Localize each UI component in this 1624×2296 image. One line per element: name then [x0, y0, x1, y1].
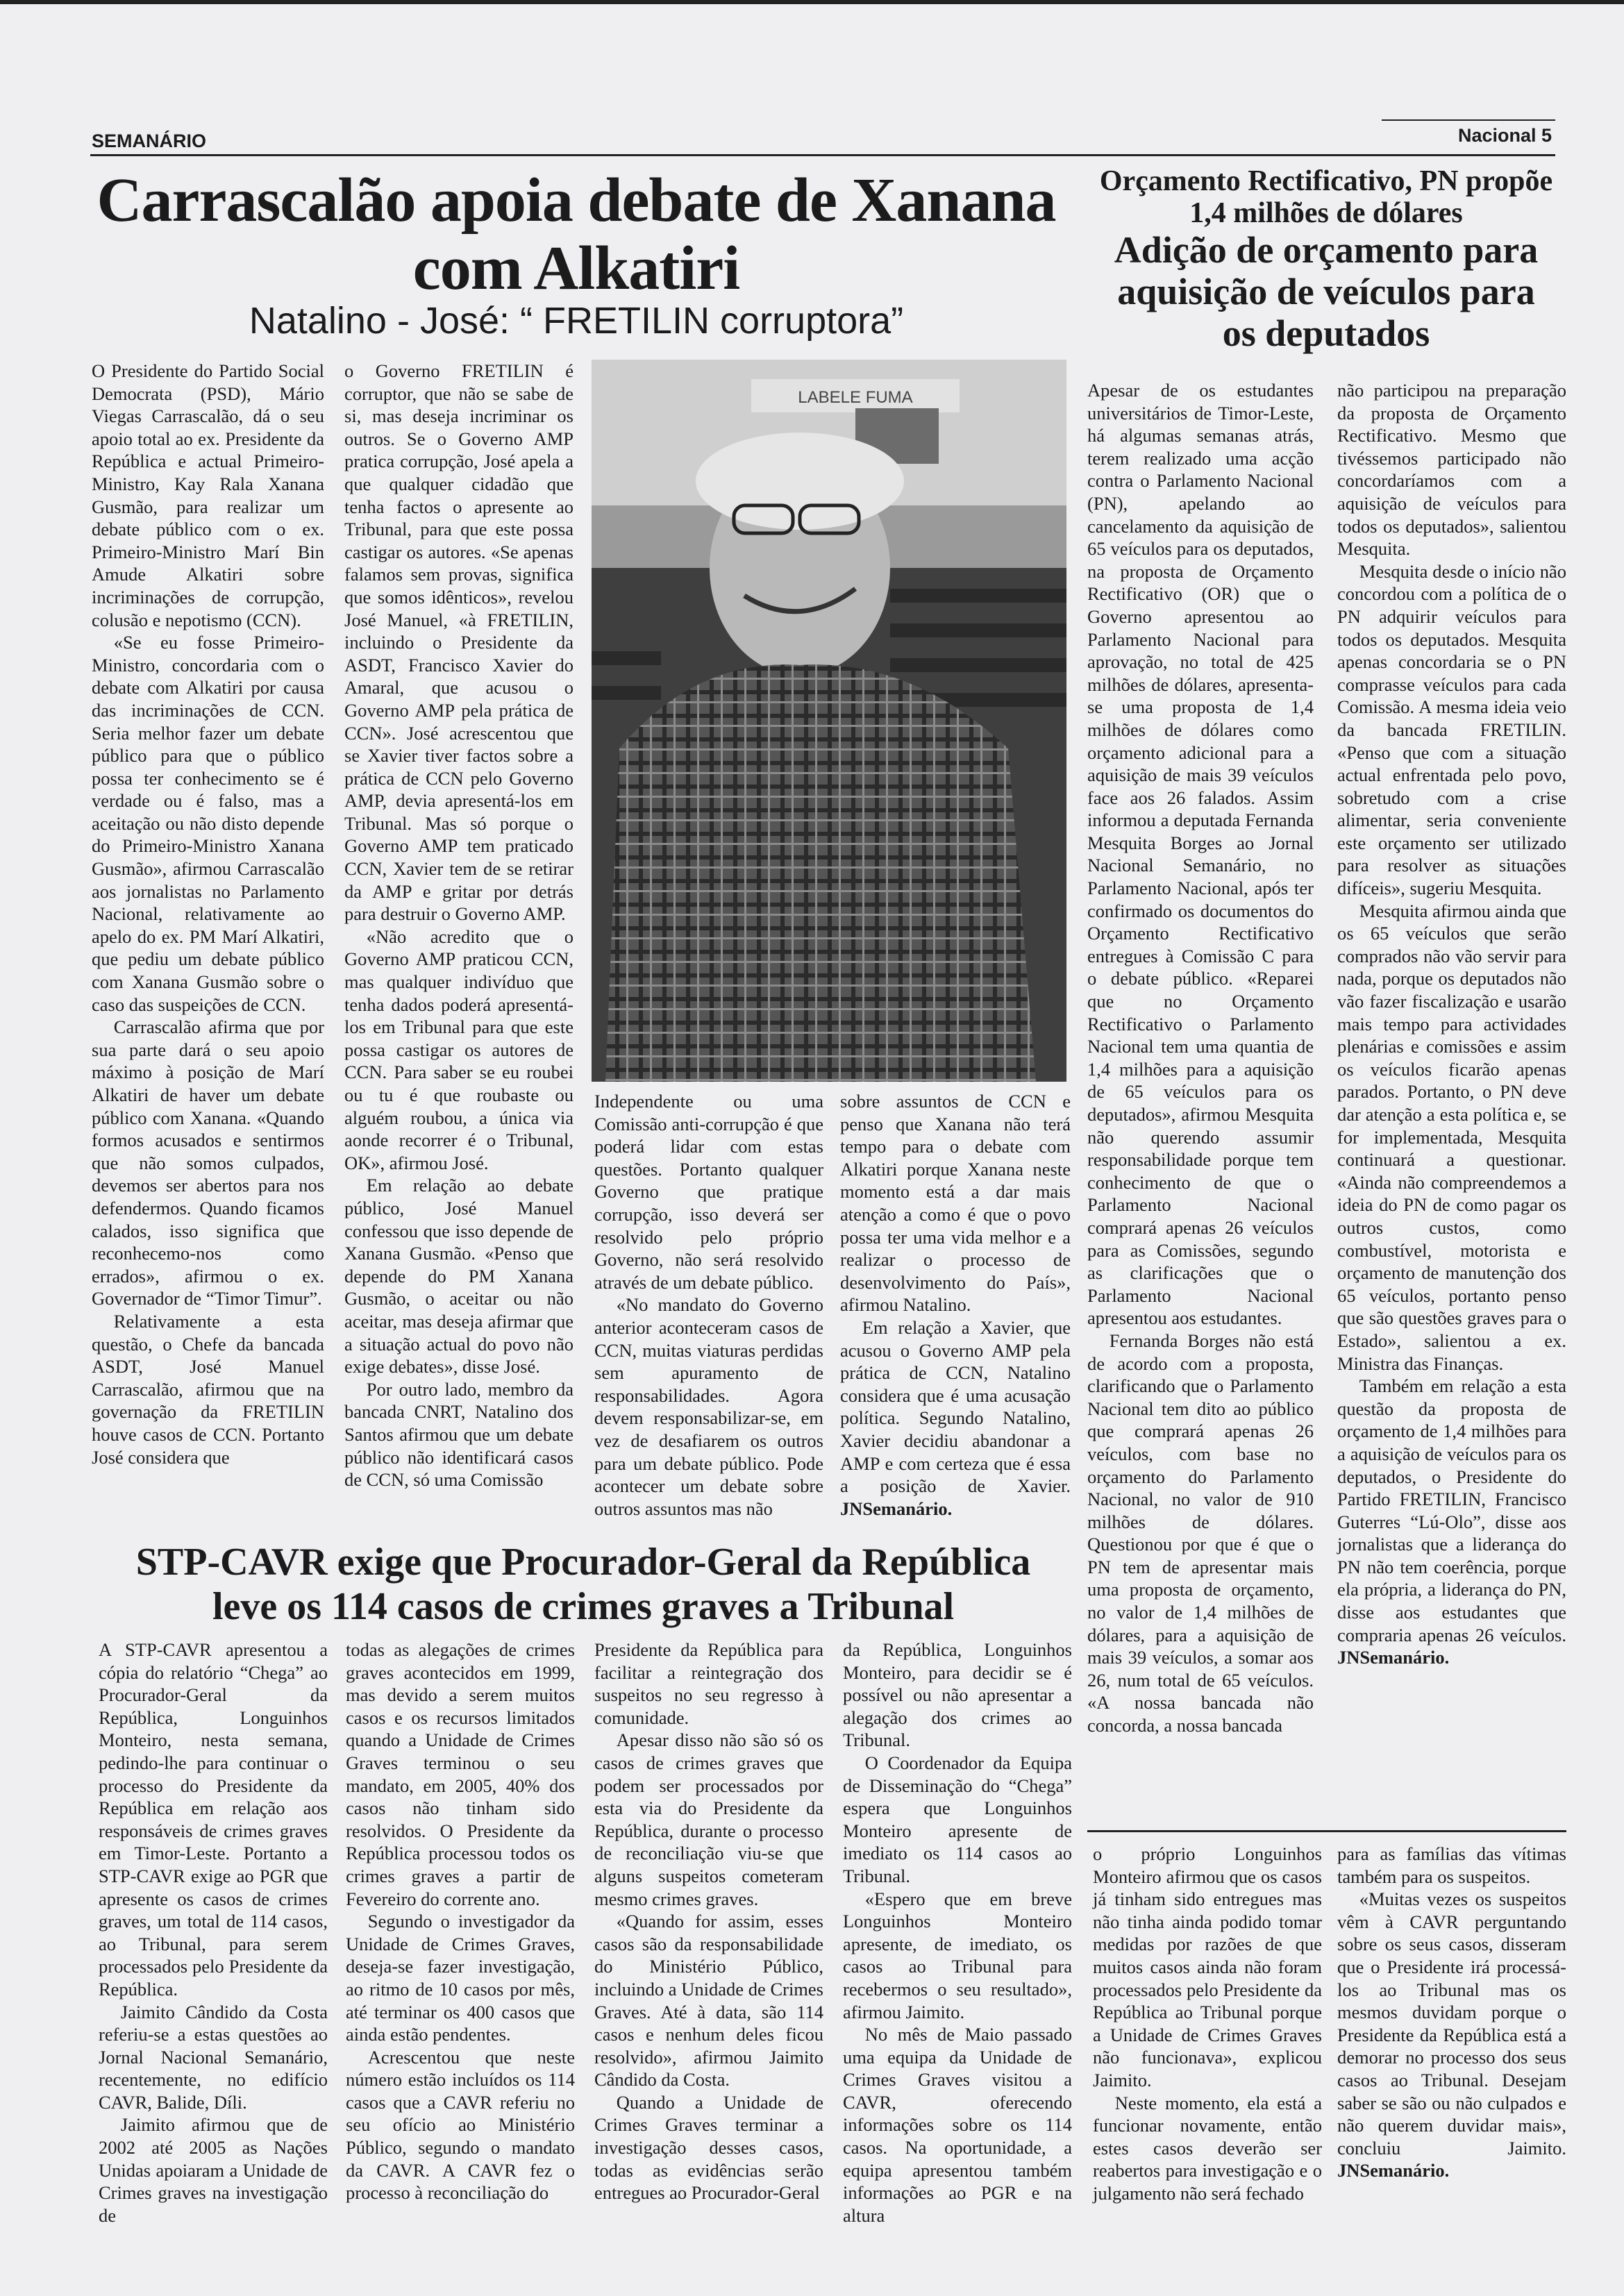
- article2-end-rule: [1087, 1830, 1566, 1832]
- paragraph: Também em relação a esta questão da proposta de orçamento de 1,4 milhões para a aquisição de veículos para os deputados, o Presidente do Partido FRETILIN, Francisco Guterres “Lú-Olo”, disse aos jornalistas que a liderança do PN não tem coerência, porque ela própria, a liderança do PN, disse aos estudantes que compraria apenas 26 veículos. JNSemanário.: [1337, 1375, 1566, 1668]
- article3-col5: [1093, 1843, 1322, 2205]
- paragraph: Jaimito Cândido da Costa referiu-se a estas questões ao Jornal Nacional Semanário, recentemente, no edifício CAVR, Balide, Díli.: [99, 2001, 328, 2113]
- article1-col2: [344, 360, 574, 1491]
- paragraph: Mesquita desde o início não concordou com a política de o PN adquirir veículos para todos os deputados. Mesquita apenas concordaria se o PN comprasse veículos para cada Comissão. A mesma ideia veio da bancada FRETILIN. «Penso que com a situação actual enfrentada pelo povo, sobretudo com a crise alimentar, seria conveniente este orçamento ser utilizado para resolver as situações difíceis», sugeriu Mesquita.: [1337, 560, 1566, 899]
- paper-name: SEMANÁRIO: [92, 131, 207, 151]
- article3-col1: [99, 1639, 328, 2227]
- paragraph: Neste momento, ela está a funcionar novamente, então estes casos deverão ser reabertos para investigação e o julgamento não será fechado: [1093, 2092, 1322, 2204]
- paragraph: Mesquita afirmou ainda que os 65 veículos que serão comprados não vão servir para nada, porque os deputados não vão fazer fiscalização e usarão mais tempo para actividades plenárias e comissões e assim os veículos ficarão apenas parados. Portanto, o PN deve dar atenção a esta política e, se for implementada, Mesquita continuará a questionar. «Ainda não compreendemos a ideia do PN de como pagar os outros custos, como combustível, motorista e orçamento de manutenção dos 65 veículos, portanto penso que são questões graves para o Estado», salientou a ex. Ministra das Finanças.: [1337, 900, 1566, 1374]
- paragraph: «Espero que em breve Longuinhos Monteiro apresente, de imediato, os casos ao Tribunal para recebermos o seu resultado», afirmou Jaimito.: [843, 1888, 1072, 2022]
- article3-col4: [843, 1639, 1072, 2227]
- article1-col3: [594, 1090, 823, 1520]
- paragraph: para as famílias das vítimas também para os suspeitos.: [1337, 1843, 1566, 1887]
- paragraph: Relativamente a esta questão, o Chefe da bancada ASDT, José Manuel Carrascalão, afirmou que na governação da FRETILIN houve casos de CCN. Portanto José considera que: [92, 1310, 324, 1468]
- paragraph: O Presidente do Partido Social Democrata (PSD), Mário Viegas Carrascalão, dá o seu apoio total ao ex. Presidente da República e actual Primeiro-Ministro, Kay Rala Xanana Gusmão, para realizar um debate público com o ex. Primeiro-Ministro Marí Bin Amude Alkatiri sobre incriminações de corrupção, colusão e nepotismo (CCN).: [92, 360, 324, 630]
- paragraph: Por outro lado, membro da bancada CNRT, Natalino dos Santos afirmou que um debate público não identificará casos de CCN, só uma Comissão: [344, 1378, 574, 1491]
- paragraph: «Se eu fosse Primeiro-Ministro, concordaria com o debate com Alkatiri por causa das incriminações de CCN. Seria melhor fazer um debate público para que o público possa ter conhecimento se é verdade ou é falso, mas a aceitação ou não disto depende do Primeiro-Ministro Xanana Gusmão», afirmou Carrascalão aos jornalistas no Parlamento Nacional, relativamente ao apelo do ex. PM Marí Alkatiri, que pediu um debate público com Xanana Gusmão sobre o caso das suspeições de CCN.: [92, 632, 324, 1015]
- paragraph: Segundo o investigador da Unidade de Crimes Graves, deseja-se fazer investigação, ao ritmo de 10 casos por mês, até terminar os 400 casos que ainda estão pendentes.: [346, 1911, 575, 2045]
- section-rule: [1382, 119, 1555, 121]
- paragraph: Acrescentou que neste número estão incluídos os 114 casos que a CAVR referiu no seu ofício ao Ministério Público, segundo o mandato da CAVR. A CAVR fez o processo à reconciliação do: [346, 2046, 575, 2204]
- paragraph: Apesar de os estudantes universitários de Timor-Leste, há algumas semanas atrás, terem realizado uma acção contra o Parlamento Nacional (PN), apelando ao cancelamento da aquisição de 65 veículos para os deputados, na proposta de Orçamento Rectificativo (OR) que o Governo apresentou ao Parlamento Nacional para aprovação, no total de 425 milhões de dólares, apresenta-se uma proposta de 1,4 milhões de dólares como orçamento adicional para a aquisição de mais 39 veículos face aos 26 falados. Assim informou a deputada Fernanda Mesquita Borges ao Jornal Nacional Semanário, no Parlamento Nacional, após ter confirmado os documentos do Orçamento Rectificativo entregues à Comissão C para o debate público. «Reparei que no Orçamento Rectificativo o Parlamento Nacional tem uma quantia de 1,4 milhões para a aquisição de 65 veículos para os deputados», afirmou Mesquita não querendo assumir responsabilidade porque tem conhecimento de que o Parlamento Nacional comprará apenas 26 veículos para as Comissões, segundo as clarificações que o Parlamento Nacional apresentou aos estudantes.: [1087, 380, 1314, 1329]
- paragraph: Jaimito afirmou que de 2002 até 2005 as Nações Unidas apoiaram a Unidade de Crimes graves na investigação de: [99, 2114, 328, 2226]
- paragraph: não participou na preparação da proposta de Orçamento Rectificativo. Mesmo que tivéssemos participado não concordaríamos com a aquisição de veículos para todos os deputados», salientou Mesquita.: [1337, 380, 1566, 560]
- byline-signature: JNSemanário.: [1337, 2160, 1450, 2181]
- paragraph: da República, Longuinhos Monteiro, para decidir se é possível ou não apresentar a alegação dos crimes ao Tribunal.: [843, 1639, 1072, 1751]
- paragraph: «Não acredito que o Governo AMP praticou CCN, mas qualquer indivíduo que tenha dados poderá apresentá-los em Tribunal para que este possa castigar os autores de CCN. Para saber se eu roubei ou tu é que roubaste ou alguém roubou, a única via aonde recorrer é o Tribunal, OK», afirmou José.: [344, 925, 574, 1173]
- paragraph: «No mandato do Governo anterior aconteceram casos de CCN, muitas viaturas perdidas sem apuramento de responsabilidades. Agora devem responsabilizar-se, em vez de desafiarem os outros para um debate público. Pode acontecer um debate sobre outros assuntos mas não: [594, 1294, 823, 1519]
- paragraph: Em relação ao debate público, José Manuel confessou que isso depende de Xanana Gusmão. «Penso que depende do PM Xanana Gusmão, o aceitar ou não aceitar, mas deseja afirmar que a situação actual do povo não exige debates», disse José.: [344, 1175, 574, 1377]
- portrait-illustration: [592, 360, 1066, 1082]
- article3-col2: [346, 1639, 575, 2204]
- article2-kicker: Orçamento Rectificativo, PN propõe 1,4 milhões de dólares: [1099, 165, 1553, 229]
- paragraph: Presidente da República para facilitar a reintegração dos suspeitos no seu regresso à comunidade.: [594, 1639, 823, 1728]
- paragraph: No mês de Maio passado uma equipa da Unidade de Crimes Graves visitou a CAVR, oferecendo informações sobre os 114 casos. Na oportunidade, a equipa apresentou também informações ao PGR e na altura: [843, 2024, 1072, 2226]
- paragraph: O Coordenador da Equipa de Disseminação do “Chega” espera que Longuinhos Monteiro apresente de imediato os 114 casos ao Tribunal.: [843, 1752, 1072, 1886]
- article2-headline: Adição de orçamento para aquisição de veículos para os deputados: [1114, 229, 1539, 354]
- byline-signature: JNSemanário.: [1337, 1647, 1450, 1668]
- page-top-border: [0, 0, 1624, 4]
- article2-col1: [1087, 379, 1314, 1737]
- section-label: Nacional 5: [1458, 125, 1552, 146]
- paragraph: Carrascalão afirma que por sua parte dará o seu apoio máximo à posição de Marí Alkatiri de haver um debate público com Xanana. «Quando formos acusados e sentirmos que não somos culpados, devemos ser abertos para nos defendermos. Quando ficamos calados, isso significa que reconhecemo-nos como errados», afirmou o ex. Governador de “Timor Timur”.: [92, 1016, 324, 1309]
- paragraph: A STP-CAVR apresentou a cópia do relatório “Chega” ao Procurador-Geral da República, Longuinhos Monteiro, nesta semana, pedindo-lhe para continuar o processo do Presidente da República em relação aos responsáveis de crimes graves em Timor-Leste. Portanto a STP-CAVR exige ao PGR que apresente os casos de crimes graves, um total de 114 casos, ao Tribunal, para serem processados pelo Presidente da República.: [99, 1639, 328, 2000]
- photo-sign-text: LABELE FUMA: [798, 388, 913, 407]
- article1-subtitle: Natalino - José: “ FRETILIN corruptora”: [249, 300, 904, 342]
- header-rule: [90, 154, 1555, 156]
- article3-headline: STP-CAVR exige que Procurador-Geral da República leve os 114 casos de crimes graves a Tribunal: [135, 1541, 1031, 1628]
- article1-col1: [92, 360, 324, 1468]
- paragraph: Em relação a Xavier, que acusou o Governo AMP pela prática de CCN, Natalino considera que é uma acusação política. Segundo Natalino, Xavier decidiu abandonar a AMP e com certeza que é essa a posição de Xavier. JNSemanário.: [840, 1316, 1071, 1519]
- paragraph: «Muitas vezes os suspeitos vêm à CAVR perguntando sobre os seus casos, disseram que o Presidente irá processá-los ao Tribunal mas os mesmos duvidam porque o Presidente da República está a demorar no processo dos seus casos ao Tribunal. Desejam saber se são ou não culpados e não querem duvidar mais», concluiu Jaimito. JNSemanário.: [1337, 1888, 1566, 2181]
- paragraph: o próprio Longuinhos Monteiro afirmou que os casos já tinham sido entregues mas não tinha ainda podido tomar medidas por razões de que muitos casos ainda não foram processados pelo Presidente da República ao Tribunal porque a Unidade de Crimes Graves não funcionava», explicou Jaimito.: [1093, 1843, 1322, 2090]
- article1-col4: [840, 1090, 1071, 1520]
- article1-headline: Carrascalão apoia debate de Xanana com Alkatiri: [97, 166, 1056, 303]
- paragraph: Independente ou uma Comissão anti-corrupção é que poderá lidar com estas questões. Portanto qualquer Governo que pratique corrupção, isso deverá ser resolvido pelo próprio Governo, não será resolvido através de um debate público.: [594, 1091, 823, 1293]
- paragraph: o Governo FRETILIN é corruptor, que não se sabe de si, mas deseja incriminar os outros. Se o Governo AMP pratica corrupção, José apela a que qualquer cidadão que tenha factos o apresente ao Tribunal, para que este possa castigar os autores. «Se apenas falamos sem provas, significa que somos idênticos», revelou José Manuel, «à FRETILIN, incluindo o Presidente da ASDT, Francisco Xavier do Amaral, que acusou o Governo AMP pela prática de CCN». José acrescentou que se Xavier tiver factos sobre a prática de CCN pelo Governo AMP, devia apresentá-los em Tribunal. Mas só porque o Governo AMP tem praticado CCN, Xavier tem de se retirar da AMP e gritar por detrás para destruir o Governo AMP.: [344, 360, 574, 925]
- paragraph: Quando a Unidade de Crimes Graves terminar a investigação desses casos, todas as evidências serão entregues ao Procurador-Geral: [594, 2091, 823, 2204]
- article3-col6: [1337, 1843, 1566, 2182]
- paragraph: todas as alegações de crimes graves acontecidos em 1999, mas devido a serem muitos casos e os recursos limitados quando a Unidade de Crimes Graves terminou o seu mandato, em 2005, 40% dos casos não tinham sido resolvidos. O Presidente da República processou todos os crimes graves a partir de Fevereiro do corrente ano.: [346, 1639, 575, 1909]
- article2-col2: [1337, 379, 1566, 1669]
- paragraph: «Quando for assim, esses casos são da responsabilidade do Ministério Público, incluindo a Unidade de Crimes Graves. Até à data, são 114 casos e nenhum deles ficou resolvido», afirmou Jaimito Cândido da Costa.: [594, 1911, 823, 2090]
- byline-signature: JNSemanário.: [840, 1498, 953, 1519]
- paragraph: Apesar disso não são só os casos de crimes graves que podem ser processados por esta via do Presidente da República, durante o processo de reconciliação viu-se que alguns suspeitos cometeram mesmo crimes graves.: [594, 1729, 823, 1909]
- article3-col3: [594, 1639, 823, 2204]
- paragraph: Fernanda Borges não está de acordo com a proposta, clarificando que o Parlamento Nacional tem dito ao público que comprará apenas 26 veículos, com base no orçamento do Parlamento Nacional, no valor de 910 milhões de dólares. Questionou por que é que o PN tem de apresentar mais uma proposta de orçamento, no valor de 1,4 milhões de dólares, para a aquisição de mais 39 veículos, a somar aos 26, num total de 65 veículos. «A nossa bancada não concorda, a nossa bancada: [1087, 1330, 1314, 1736]
- paragraph: sobre assuntos de CCN e penso que Xanana não terá tempo para o debate com Alkatiri porque Xanana neste momento está a dar mais atenção a como é que o povo possa ter uma vida melhor e a realizar o processo de desenvolvimento do País», afirmou Natalino.: [840, 1091, 1071, 1316]
- article1-photo: [592, 360, 1066, 1082]
